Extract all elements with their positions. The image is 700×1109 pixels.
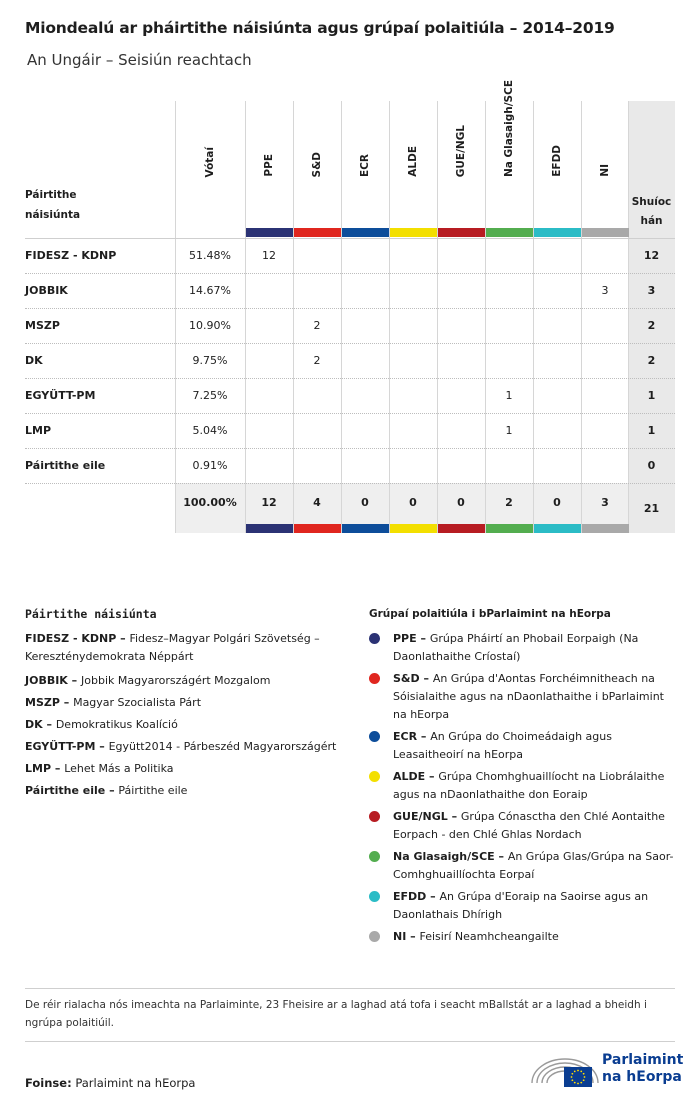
legend-left-desc: Fidesz–Magyar Polgári Szövetség – Kereszténydemokrata Néppárt [25, 632, 320, 663]
eu-star-icon [583, 1079, 585, 1081]
row-separator [25, 308, 675, 309]
group-color-dot-icon [369, 891, 380, 902]
group-header-alde [389, 101, 437, 237]
legend-right-abbr: ECR – [393, 730, 431, 743]
legend-left-desc: Együtt2014 - Párbeszéd Magyarországért [108, 740, 337, 753]
eu-star-icon [577, 1070, 579, 1072]
page-title: Miondealú ar pháirtithe náisiúnta agus grúpaí polaitiúla – 2014–2019 [25, 19, 615, 37]
eu-star-icon [571, 1076, 573, 1078]
group-color-bar [342, 228, 389, 237]
table-row-group-seats: 1 [505, 424, 513, 437]
divider [25, 1041, 675, 1042]
legend-left-item [25, 716, 345, 734]
eu-star-icon [584, 1076, 586, 1078]
legend-right-item [369, 888, 674, 924]
table-row-seats: 3 [647, 284, 656, 297]
eu-star-icon [574, 1082, 576, 1084]
legend-left-desc: Lehet Más a Politika [64, 762, 174, 775]
group-header-label: EFDD [551, 145, 563, 177]
table-row-group-seats: 12 [262, 249, 276, 262]
totals-group-seats: 12 [261, 496, 277, 509]
table-row-seats: 1 [647, 424, 656, 437]
legend-right-desc: Grúpa Pháirtí an Phobail Eorpaigh (Na Daonlathaithe Críostaí) [393, 632, 639, 663]
source-value: Parlaimint na hEorpa [75, 1076, 196, 1090]
legend-right-desc: An Grúpa d'Eoraip na Saoirse agus an Daonlathais Dhírigh [393, 890, 649, 921]
party-column-header [25, 185, 80, 225]
page-subtitle: An Ungáir – Seisiún reachtach [27, 51, 252, 69]
source-label: Foinse: [25, 1076, 72, 1090]
eu-star-icon [574, 1070, 576, 1072]
legend-right-abbr: S&D – [393, 672, 433, 685]
seats-header-line: hán [640, 215, 663, 227]
group-color-bar [438, 228, 485, 237]
row-separator [25, 343, 675, 344]
eu-star-icon [577, 1083, 579, 1085]
group-header-label: NI [599, 164, 611, 177]
legend-right-abbr: PPE – [393, 632, 430, 645]
eu-star-icon [580, 1082, 582, 1084]
footnote: De réir rialacha nós imeachta na Parlaiminte, 23 Fheisire ar a laghad atá tofa i seacht mBallstát ar a laghad a bheidh i ngrúpa polaitiúil. [25, 999, 647, 1029]
group-color-bar [486, 524, 533, 533]
group-color-dot-icon [369, 633, 380, 644]
legend-right-desc: An Grúpa d'Aontas Forchéimnitheach na Sóisialaithe agus na nDaonlathaithe i bParlaimint na hEorpa [393, 672, 664, 721]
group-color-bar [246, 228, 293, 237]
group-color-bar [342, 524, 389, 533]
legend-left-item [25, 672, 345, 690]
group-header-label: S&D [311, 151, 323, 177]
table-row-votes: 51.48% [189, 249, 231, 262]
legend-right-abbr: ALDE – [393, 770, 439, 783]
eu-star-icon [571, 1079, 573, 1081]
table-row-party: JOBBIK [25, 284, 68, 297]
legend-right-desc: Grúpa Chomhghuaillíocht na Liobrálaithe agus na nDaonlathaithe don Eoraip [393, 770, 665, 801]
group-color-dot-icon [369, 673, 380, 684]
group-header-label: ECR [359, 154, 371, 177]
logo-text-line2: na hEorpa [602, 1069, 682, 1085]
seats-column-header [628, 193, 675, 231]
group-header-label: GUE/NGL [455, 124, 467, 177]
table-row-seats: 1 [647, 389, 656, 402]
group-header-label: ALDE [407, 146, 419, 177]
group-color-bar [486, 228, 533, 237]
legend-left-item [25, 738, 345, 756]
table-row-votes: 14.67% [189, 284, 231, 297]
legend-right-desc: An Grúpa do Choimeádaigh agus Leasaitheoirí na hEorpa [393, 730, 612, 761]
group-header-label: Na Glasaigh/SCE [503, 79, 515, 177]
legend-left-abbr: DK – [25, 718, 56, 731]
legend-right-desc: Grúpa Cónasctha den Chlé Aontaithe Eorpach - den Chlé Ghlas Nordach [393, 810, 665, 841]
row-separator [25, 378, 675, 379]
eu-star-icon [583, 1073, 585, 1075]
table-row-seats: 12 [643, 249, 660, 262]
row-separator [25, 413, 675, 414]
legend-right-item [369, 928, 674, 946]
legend-left-item [25, 630, 345, 666]
source-line [25, 1076, 195, 1090]
group-color-dot-icon [369, 811, 380, 822]
group-color-bar [582, 524, 629, 533]
table-row-party: EGYÜTT-PM [25, 389, 96, 402]
legend-left-heading: Páirtithe náisiúnta [25, 607, 157, 621]
totals-group-seats: 4 [313, 496, 321, 509]
divider [25, 988, 675, 989]
table-row-group-seats: 1 [505, 389, 513, 402]
votes-header-label: Vótaí [204, 146, 216, 177]
row-separator [25, 448, 675, 449]
legend-right-abbr: Na Glasaigh/SCE – [393, 850, 508, 863]
legend-right-desc: Feisirí Neamhcheangailte [419, 930, 559, 943]
table-row-group-seats: 2 [313, 354, 321, 367]
table-row-party: Páirtithe eile [25, 459, 106, 472]
table-row-seats: 0 [647, 459, 656, 472]
table-row-votes: 9.75% [192, 354, 228, 367]
table-row-votes: 0.91% [192, 459, 228, 472]
table-row-party: DK [25, 354, 43, 367]
eu-star-icon [571, 1073, 573, 1075]
legend-left-abbr: LMP – [25, 762, 65, 775]
totals-seats: 21 [643, 502, 660, 515]
row-separator [25, 273, 675, 274]
totals-group-seats: 3 [601, 496, 609, 509]
group-color-dot-icon [369, 851, 380, 862]
row-separator [25, 483, 675, 484]
totals-group-seats: 0 [553, 496, 561, 509]
group-header-efdd [533, 101, 581, 237]
group-header-sd [293, 101, 341, 237]
legend-left-abbr: Páirtithe eile – [25, 784, 119, 797]
legend-left-desc: Páirtithe eile [118, 784, 188, 797]
parliament-logo [530, 1049, 684, 1093]
totals-group-seats: 0 [457, 496, 465, 509]
legend-right-item [369, 630, 674, 666]
table-row-votes: 5.04% [192, 424, 228, 437]
legend-right-abbr: NI – [393, 930, 420, 943]
totals-group-seats: 0 [409, 496, 417, 509]
table-row-seats: 2 [647, 354, 656, 367]
legend-left-item [25, 760, 345, 778]
table-row-party: FIDESZ - KDNP [25, 249, 117, 262]
group-header-ppe [245, 101, 293, 237]
group-color-bar [294, 228, 341, 237]
table-row-party: LMP [25, 424, 52, 437]
legend-left-abbr: MSZP – [25, 696, 74, 709]
legend-left-abbr: EGYÜTT-PM – [25, 740, 109, 753]
header-divider [25, 238, 675, 239]
totals-group-seats: 0 [361, 496, 369, 509]
table-row-votes: 7.25% [192, 389, 228, 402]
table-row-group-seats: 3 [601, 284, 609, 297]
legend-right-item [369, 808, 674, 844]
group-color-dot-icon [369, 931, 380, 942]
group-header-label: PPE [263, 154, 275, 177]
legend-left-abbr: FIDESZ - KDNP – [25, 632, 130, 645]
group-header-ecr [341, 101, 389, 237]
group-header-ni [581, 101, 629, 237]
table-row-group-seats: 2 [313, 319, 321, 332]
legend-right-heading: Grúpaí polaitiúla i bParlaimint na hEorpa [369, 608, 611, 620]
legend-right-item [369, 768, 674, 804]
legend-right-desc: An Grúpa Glas/Grúpa na Saor-Comhghuaillíochta Eorpaí [393, 850, 674, 881]
group-color-bar [390, 228, 437, 237]
group-header-guengl [437, 101, 485, 237]
legend-right-item [369, 670, 674, 724]
legend-right-abbr: EFDD – [393, 890, 440, 903]
party-header-line: náisiúnta [25, 209, 81, 221]
legend-left-abbr: JOBBIK – [25, 674, 81, 687]
legend-left-desc: Magyar Szocialista Párt [73, 696, 202, 709]
votes-column-header [175, 101, 245, 237]
legend-right-item [369, 728, 674, 764]
legend-left-desc: Jobbik Magyarországért Mozgalom [81, 674, 271, 687]
legend-left-desc: Demokratikus Koalíció [55, 718, 178, 731]
totals-votes: 100.00% [183, 496, 237, 509]
group-color-dot-icon [369, 771, 380, 782]
group-color-bar [294, 524, 341, 533]
group-color-bar [390, 524, 437, 533]
group-color-bar [246, 524, 293, 533]
table-row-party: MSZP [25, 319, 60, 332]
group-color-bar [438, 524, 485, 533]
legend-left-item [25, 782, 345, 800]
group-color-bar [534, 524, 581, 533]
logo-text-line1: Parlaimint [602, 1052, 684, 1068]
seats-header-line: Shuíoc [631, 196, 672, 208]
eu-star-icon [580, 1070, 582, 1072]
totals-group-seats: 2 [505, 496, 513, 509]
group-color-bar [582, 228, 629, 237]
group-color-bar [534, 228, 581, 237]
party-header-line: Páirtithe [25, 189, 77, 201]
group-header-naglasaighsce [485, 79, 533, 237]
table-row-votes: 10.90% [189, 319, 231, 332]
legend-right-item [369, 848, 674, 884]
table-row-seats: 2 [647, 319, 656, 332]
legend-right-abbr: GUE/NGL – [393, 810, 461, 823]
group-color-dot-icon [369, 731, 380, 742]
legend-left-item [25, 694, 345, 712]
results-table [25, 79, 675, 533]
